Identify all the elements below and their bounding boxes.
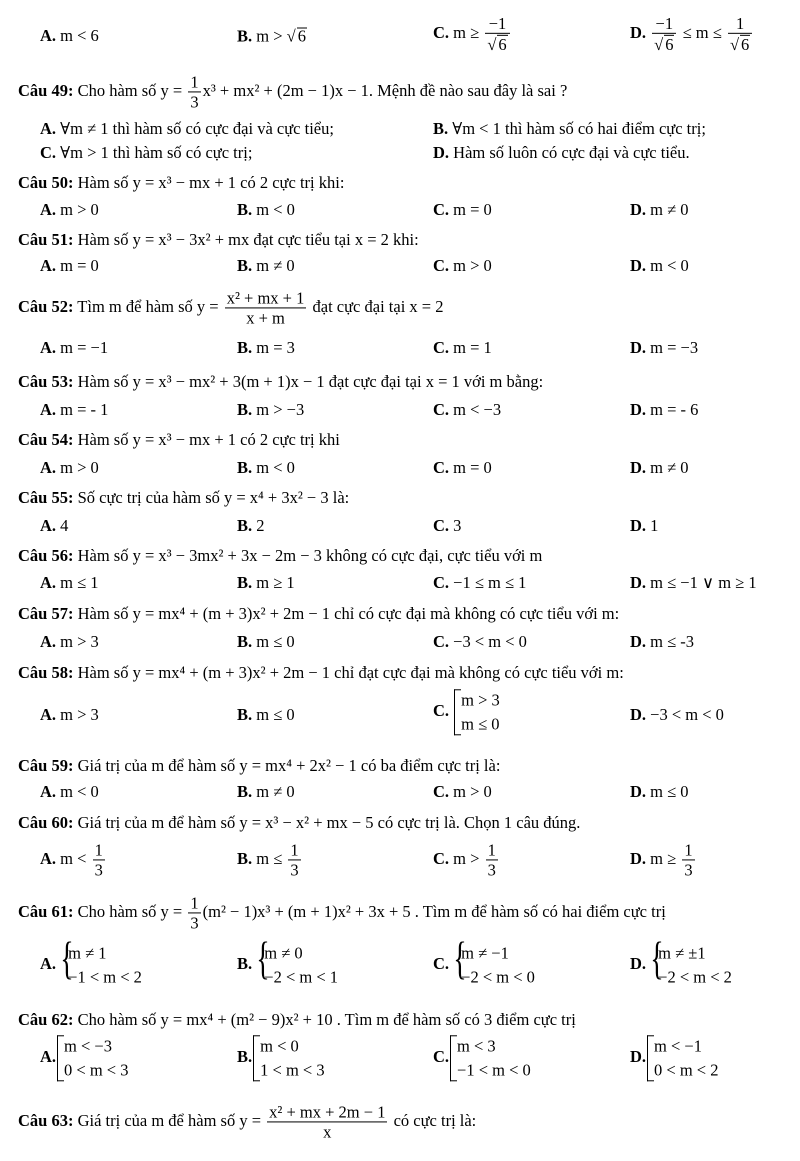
q61-option-d: D. { m ≠ ±1 −2 < m < 2: [630, 941, 732, 989]
q63-stem: Câu 63: Giá trị của m để hàm số y = $\frac{\text{x² + mx + 2m − 1}}{x}$ có cực trị là:: [18, 1102, 477, 1142]
q52-option-a: A. m = −1: [40, 338, 109, 358]
q61-option-a: A. { m ≠ 1 −1 < m < 2: [40, 941, 142, 989]
brace-system: { m ≠ 1 −1 < m < 2: [60, 941, 142, 989]
brace-system: { m ≠ ±1 −2 < m < 2: [650, 941, 732, 989]
q53-option-a: A. m = - 1: [40, 400, 109, 420]
brace-system: { m ≠ −1 −2 < m < 0: [453, 941, 535, 989]
brace-system: { m ≠ 0 −2 < m < 1: [256, 941, 338, 989]
q52-option-c: C. m = 1: [433, 338, 492, 358]
bracket-system: m < −1 0 < m < 2: [646, 1034, 718, 1082]
q55-stem: Câu 55: Số cực trị của hàm số y = x⁴ + 3x² − 3 là:: [18, 488, 350, 508]
q57-option-b: B. m ≤ 0: [237, 632, 295, 652]
q57-stem: Câu 57: Hàm số y = mx⁴ + (m + 3)x² + 2m − 1 chỉ có cực đại mà không có cực tiểu với m:: [18, 604, 620, 624]
q53-option-d: D. m = - 6: [630, 400, 699, 420]
q60-option-a: A. m < $\frac{1}{3}$: [40, 840, 103, 880]
q51-stem: Câu 51: Hàm số y = x³ − 3x² + mx đạt cực tiểu tại x = 2 khi:: [18, 230, 419, 250]
bracket-system: m < 3 −1 < m < 0: [449, 1034, 531, 1082]
q56-option-b: B. m ≥ 1: [237, 573, 295, 593]
q59-option-a: A. m < 0: [40, 782, 99, 802]
q51-option-b: B. m ≠ 0: [237, 256, 295, 276]
q57-option-d: D. m ≤ -3: [630, 632, 695, 652]
q51-option-d: D. m < 0: [630, 256, 689, 276]
q56-option-a: A. m ≤ 1: [40, 573, 99, 593]
q62-option-a: A. m < −3 0 < m < 3: [40, 1034, 129, 1082]
q56-option-c: C. −1 ≤ m ≤ 1: [433, 573, 527, 593]
q52-option-b: B. m = 3: [237, 338, 295, 358]
q59-option-c: C. m > 0: [433, 782, 492, 802]
q50-option-a: A. m > 0: [40, 200, 99, 220]
q49-option-a: A. ∀m ≠ 1 thì hàm số có cực đại và cực tiểu;: [40, 119, 334, 139]
q50-option-d: D. m ≠ 0: [630, 200, 689, 220]
q52-stem: Câu 52: Tìm m để hàm số y = $\frac{\text{x² + mx + 1}}{x + m}$ đạt cực đại tại x = 2: [18, 288, 444, 328]
q60-option-d: D. m ≥ $\frac{1}{3}$: [630, 840, 693, 880]
q48-option-d: D. $\frac{-1}{√ 6}$ ≤ m ≤ $\frac{1}{√ 6}$: [630, 15, 754, 54]
q51-option-a: A. m = 0: [40, 256, 99, 276]
q61-option-b: B. { m ≠ 0 −2 < m < 1: [237, 941, 338, 989]
q58-stem: Câu 58: Hàm số y = mx⁴ + (m + 3)x² + 2m − 1 chỉ đạt cực đại mà không có cực tiểu với m:: [18, 663, 624, 683]
q48-option-a: A. m < 6: [40, 26, 99, 46]
q59-stem: Câu 59: Giá trị của m để hàm số y = mx⁴ + 2x² − 1 có ba điểm cực trị là:: [18, 756, 501, 776]
bracket-system: m < 0 1 < m < 3: [252, 1034, 324, 1082]
q49-option-c: C. ∀m > 1 thì hàm số có cực trị;: [40, 143, 253, 163]
q57-option-c: C. −3 < m < 0: [433, 632, 527, 652]
q62-option-c: C. m < 3 −1 < m < 0: [433, 1034, 531, 1082]
q49-option-d: D. Hàm số luôn có cực đại và cực tiểu.: [433, 143, 690, 163]
q54-option-d: D. m ≠ 0: [630, 458, 689, 478]
q54-stem: Câu 54: Hàm số y = x³ − mx + 1 có 2 cực trị khi: [18, 430, 340, 450]
bracket-system: m > 3 m ≤ 0: [453, 688, 500, 736]
q62-stem: Câu 62: Cho hàm số y = mx⁴ + (m² − 9)x² + 10 . Tìm m để hàm số có 3 điểm cực trị: [18, 1010, 576, 1030]
q60-option-b: B. m ≤ $\frac{1}{3}$: [237, 840, 299, 880]
sqrt-symbol: √: [286, 26, 296, 46]
q52-option-d: D. m = −3: [630, 338, 699, 358]
q49-label: Câu 49:: [18, 81, 74, 101]
q59-option-b: B. m ≠ 0: [237, 782, 295, 802]
q55-option-d: D. 1: [630, 516, 659, 536]
q49-option-b: B. ∀m < 1 thì hàm số có hai điểm cực trị;: [433, 119, 706, 139]
q55-option-c: C. 3: [433, 516, 462, 536]
q50-option-c: C. m = 0: [433, 200, 492, 220]
q58-option-b: B. m ≤ 0: [237, 705, 295, 725]
q54-option-a: A. m > 0: [40, 458, 99, 478]
q51-option-c: C. m > 0: [433, 256, 492, 276]
q50-stem: Câu 50: Hàm số y = x³ − mx + 1 có 2 cực trị khi:: [18, 173, 345, 193]
q58-option-c: C. m > 3 m ≤ 0: [433, 688, 500, 736]
q60-option-c: C. m > $\frac{1}{3}$: [433, 840, 496, 880]
q59-option-d: D. m ≤ 0: [630, 782, 689, 802]
q55-option-b: B. 2: [237, 516, 265, 536]
q55-option-a: A. 4: [40, 516, 69, 536]
q53-option-b: B. m > −3: [237, 400, 305, 420]
q54-option-c: C. m = 0: [433, 458, 492, 478]
q54-option-b: B. m < 0: [237, 458, 295, 478]
q56-option-d: D. m ≤ −1 ∨ m ≥ 1: [630, 573, 757, 593]
bracket-system: m < −3 0 < m < 3: [56, 1034, 128, 1082]
q53-option-c: C. m < −3: [433, 400, 502, 420]
q56-stem: Câu 56: Hàm số y = x³ − 3mx² + 3x − 2m − 3 không có cực đại, cực tiểu với m: [18, 546, 543, 566]
q48-option-b: B. m > √ 6: [237, 26, 306, 46]
q62-option-d: D. m < −1 0 < m < 2: [630, 1034, 719, 1082]
q61-stem: Câu 61: Cho hàm số y = $\frac{1}{3}$ (m² − 1)x³ + (m + 1)x² + 3x + 5 . Tìm m để hàm số có hai điểm cực trị: [18, 893, 666, 933]
q50-option-b: B. m < 0: [237, 200, 295, 220]
q58-option-a: A. m > 3: [40, 705, 99, 725]
q58-option-d: D. −3 < m < 0: [630, 705, 724, 725]
q48-option-c: C. m ≥ $\frac{-1}{√ 6}$: [433, 15, 512, 54]
q57-option-a: A. m > 3: [40, 632, 99, 652]
q61-option-c: C. { m ≠ −1 −2 < m < 0: [433, 941, 535, 989]
q62-option-b: B. m < 0 1 < m < 3: [237, 1034, 325, 1082]
q60-stem: Câu 60: Giá trị của m để hàm số y = x³ − x² + mx − 5 có cực trị là. Chọn 1 câu đúng.: [18, 813, 581, 833]
q53-stem: Câu 53: Hàm số y = x³ − mx² + 3(m + 1)x − 1 đạt cực đại tại x = 1 với m bằng:: [18, 372, 544, 392]
